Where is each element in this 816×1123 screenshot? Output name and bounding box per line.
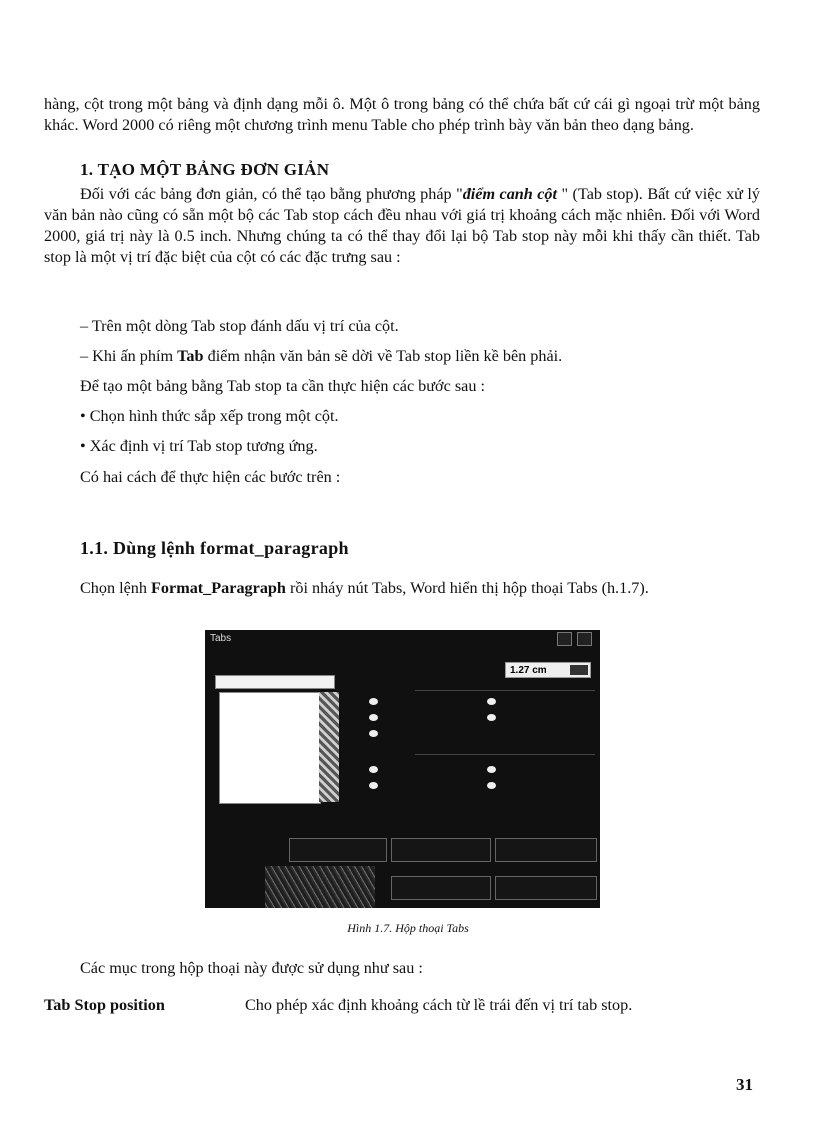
leader-radio: [487, 766, 496, 773]
feature-line-2-end: điểm nhận văn bản sẽ dời về Tab stop liền kề bên phải.: [203, 347, 563, 365]
leader-radio: [487, 782, 496, 789]
leader-radio: [369, 766, 378, 773]
para-text-end: " (Tab stop). Bất cứ việc xử lý văn bản nào cũng có sẵn một bộ các Tab stop cách đều nhau với giá trị khoảng cách mặc nhiên. Đối với Word 2000, giá trị này là 0.5 inch. Nhưng chúng ta có thể thay đổi lại bộ Tab stop này mỗi khi thấy cần thiết. Tab stop là một vị trí đặc biệt của cột có các đặc trưng sau :: [44, 185, 760, 266]
dialog-title: Tabs: [210, 633, 232, 644]
tabs-dialog-figure: [205, 630, 600, 908]
para-emphasis: điểm canh cột: [462, 185, 558, 203]
section-1-1-text-end: rồi nháy nút Tabs, Word hiển thị hộp thoại Tabs (h.1.7).: [285, 579, 649, 597]
tab-key-label: Tab: [177, 347, 204, 365]
clear-button: [391, 838, 491, 862]
divider-line: [415, 690, 595, 691]
close-button: [577, 632, 592, 646]
feature-line-2-start: – Khi ấn phím: [80, 347, 178, 365]
set-button: [289, 838, 387, 862]
tab-stop-list: [219, 692, 321, 804]
ok-button: [391, 876, 491, 900]
section-1-1-text-start: Chọn lệnh: [80, 579, 152, 597]
section-1-paragraph: [44, 184, 760, 268]
section-1-heading: 1. TẠO MỘT BẢNG ĐƠN GIẢN: [80, 160, 330, 179]
format-paragraph-command: Format_Paragraph: [151, 579, 286, 597]
spinner-arrows-icon: [570, 665, 588, 675]
definition-term: Tab Stop position: [44, 996, 165, 1014]
cancel-button: [495, 876, 597, 900]
help-button: [557, 632, 572, 646]
scan-noise: [265, 866, 375, 908]
feature-line-2: [80, 346, 562, 367]
section-1-1-paragraph: [44, 578, 760, 599]
feature-line-1: – Trên một dòng Tab stop đánh dấu vị trí của cột.: [80, 317, 399, 335]
alignment-radio: [487, 698, 496, 705]
ways-line: Có hai cách để thực hiện các bước trên :: [80, 468, 341, 486]
step-1: • Chọn hình thức sắp xếp trong một cột.: [80, 407, 339, 425]
leader-radio: [369, 782, 378, 789]
default-tab-stops-field: [505, 662, 591, 678]
section-1-1-heading: 1.1. Dùng lệnh format_paragraph: [80, 538, 349, 558]
definition-description: Cho phép xác định khoảng cách từ lề trái đến vị trí tab stop.: [245, 996, 633, 1014]
alignment-radio: [369, 698, 378, 705]
default-tab-stops-value: 1.27 cm: [510, 665, 547, 676]
divider-line: [415, 754, 595, 755]
tab-stop-position-input: [215, 675, 335, 689]
alignment-radio: [369, 730, 378, 737]
step-2: • Xác định vị trí Tab stop tương ứng.: [80, 437, 318, 455]
alignment-radio: [487, 714, 496, 721]
intro-paragraph: hàng, cột trong một bảng và định dạng mỗi ô. Một ô trong bảng có thể chứa bất cứ cái gì ngoại trừ một bảng khác. Word 2000 có riêng một chương trình menu Table cho phép trình bày văn bản theo dạng bảng.: [44, 95, 760, 134]
usage-intro: Các mục trong hộp thoại này được sử dụng như sau :: [80, 959, 423, 977]
page-number: 31: [736, 1075, 753, 1094]
tab-stop-list-scrollbar: [319, 692, 339, 802]
para-text-start: Đối với các bảng đơn giản, có thể tạo bằng phương pháp ": [80, 185, 463, 203]
figure-caption: Hình 1.7. Hộp thoại Tabs: [347, 921, 469, 935]
steps-intro: Để tạo một bảng bằng Tab stop ta cần thực hiện các bước sau :: [80, 377, 485, 395]
clear-all-button: [495, 838, 597, 862]
alignment-radio: [369, 714, 378, 721]
